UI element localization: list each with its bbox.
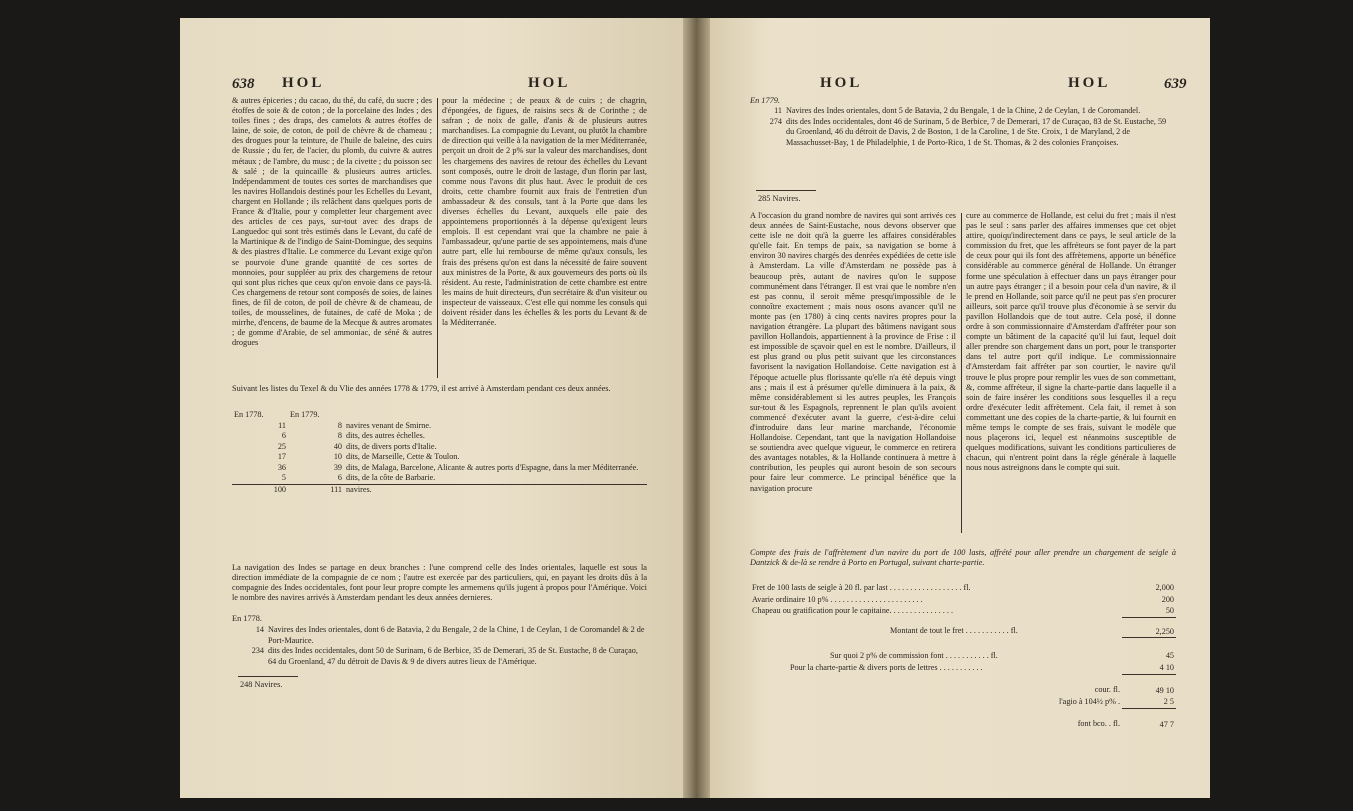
right-col2-text: cure au commerce de Hollande, est celui du fret ; mais il n'est pas le seul : sans parler des affaires immenses que cet objet attire, quoiqu'indirectement dans ce pays, le seul article de la commission du fret, que les affréteurs se font payer de la part de ceux pour qui ils font des affrètemens, apporte un bénéfice considérable au commerce général de Hollande. Un étranger forme une spéculation à effectuer dans un pays étranger pour un autre pays étranger ; il a besoin pour cela d'un navire, & il le prend en Hollande, soit parce qu'il ne peut pas s'en procurer ailleurs, soit parce qu'il trouve plus d'économie à se servir du pavillon Hollandois que de tout autre. Cela posé, il donne ordre à son commissionnaire d'Amsterdam d'affréter pour son compte un bâtiment de la capacité qu'il lui faut, lequel doit aller prendre son chargement dans un port, pour le transporter dans tel autre port qu'il indique. Le commissionnaire d'Amsterdam fait affréter par son courtier, le navire qu'il trouve le plus propre pour remplir les vues de son commettant, &, comme affréteur, il signe la charte-partie dans laquelle il a soin de faire insérer les conditions sous lesquelles il a reçu ordre d'exécuter ledit affrètement. Cela fait, il remet à son commettant une des copies de la charte-partie, & lui fournit en même temps le compte de ses frais, suivant le modèle que nous plaçerons ici, lequel est néanmoins susceptible de quelques modifications, suivant les conditions particulieres de chacun, qui n'entrent point dans la régle générale à laquelle nous nous astreignons dans le compte qui suit. [966, 211, 1176, 473]
list-item: 11 Navires des Indes orientales, dont 5 de Batavia, 2 du Bengale, 1 de la Chine, 2 de Ceylan, 1 de Coromandel. [774, 106, 1141, 115]
running-header-right-2: HOL [1068, 75, 1111, 91]
account-table [750, 582, 1176, 730]
account-title: Compte des frais de l'affrètement d'un navire du port de 100 lasts, affrété pour aller prendre un chargement de seigle à Dantzick & de-là se rendre à Porto en Portugal, suivant charte-partie. [750, 548, 1176, 568]
year-1779-label: En 1779. [750, 96, 780, 105]
list-item: 274 dits des Indes occidentales, dont 46 de Surinam, 5 de Berbice, 7 de Demerari, 17 de Curaçao, 83 de St. Eustache, 59 du Groenland, 46 du détroit de Davis, 2 de Boston, 1 de la Caroline, 1 de Ste. Croix, 1 de Maryland, 2 de Massachusset-Bay, 1 de Philadelphie, 1 de Porto-Rico, 1 de St. Thomas, & 2 des colonies Françoises. [769, 116, 1167, 147]
left-col2-text: pour la médecine ; de peaux & de cuirs ; de chagrin, d'épongées, de figues, de raisins secs & de Corinthe ; de safran ; de noix de galle, d'anis & de plusieurs autres marchandises. La compagnie du Levant, ou plutôt la chambre de direction qui veille à la navigation de la mer Méditerranée, perçoit un droit de 2 p% sur la valeur des marchandises, dont les chargemens des navires de retour des échelles du Levant sont composés, outre le droit de lastage, d'un florin par last, comme nous l'avons dit plus haut. Avec le produit de ces droits, cette chambre fournit aux frais de l'entretien d'un ambassadeur & des consuls, tant à la Porte que dans les diverses échelles du Levant, auxquels elle paie des appointemens proportionnés à la dépense qu'exigent leurs emplois. Il est cependant vrai que la chambre ne paie à l'ambassadeur, qu'une partie de ses appointemens, mais d'une autre part, elle lui rembourse de même qu'aux consuls, les frais des présens qu'on est dans la nécessité de faire souvent aux ministres de la Porte, & aux gouverneurs des ports où ils résident. Au reste, l'administration de cette chambre est entre les mains de huit directeurs, d'un secrétaire & d'un visiteur ou inspecteur de vaisseaux. C'est elle qui nomme les consuls qui doivent résider dans les échelles & les ports du Levant & de la Méditerranée. [442, 96, 647, 328]
indes-paragraph: La navigation des Indes se partage en deux branches : l'une comprend celle des Indes orientales, laquelle est sous la direction immédiate de la compagnie de ce nom ; l'autre est exercée par des particuliers, qui, en payant les droits dûs à la compagnie des Indes occidentales, font pour leur propre compte les armemens qu'ils jugent à propos pour l'Amérique. Voici le nombre des navires arrivés à Amsterdam pendant les deux années dernieres. [232, 563, 647, 603]
col-head-1778: En 1778. [234, 410, 264, 419]
account-cour: cour. fl. 49 10 [1094, 685, 1174, 695]
book-gutter [683, 18, 710, 798]
account-charte: Pour la charte-partie & divers ports de lettres . . . . . . . . . . . 4 10 [750, 662, 1176, 674]
table-row: 25 40 dits, de divers ports d'Italie. [277, 441, 437, 451]
entries-1779 [756, 106, 1176, 148]
table-header-row [232, 410, 647, 421]
total-rule-1779 [756, 190, 816, 191]
table-row: 6 8 dits, des autres échelles. [281, 431, 425, 440]
table-intro: Suivant les listes du Texel & du Vlie des années 1778 & 1779, il est arrivé à Amsterdam pendant ces deux années. [232, 384, 611, 393]
table-row: 11 8 navires venant de Smirne. [278, 420, 432, 430]
table-row: 36 39 dits, de Malaga, Barcelone, Alicante & autres ports d'Espagne, dans la mer Méditerranée. [277, 462, 639, 472]
account-commission: Sur quoi 2 p% de commission font . . . . . . . . . . . fl. 45 [830, 650, 1174, 661]
total-1779: 285 Navires. [758, 194, 801, 203]
list-item: 14 Navires des Indes orientales, dont 6 de Batavia, 2 du Bengale, 2 de la Chine, 1 de Ceylan, 1 de Coromandel & 2 de Port-Maurice. [255, 625, 645, 645]
entries-1778 [238, 625, 648, 667]
column-divider [961, 213, 962, 533]
account-line: Fret de 100 lasts de seigle à 20 fl. par last . . . . . . . . . . . . . . . . . . fl. 2,000 [752, 583, 1174, 592]
total-1778: 248 Navires. [240, 680, 283, 689]
column-divider [437, 98, 438, 378]
page-number-left: 638 [232, 76, 255, 92]
left-col1-text: & autres épiceries ; du cacao, du thé, du café, du sucre ; des étoffes de soie & de coton ; de la porcelaine des Indes ; des toiles fines ; des draps, des camelots & autres étoffes de laine, de soie, de coton, de poil de chèvre & de chameau ; des drogues pour la teinture, de l'huile de baleine, des cuirs de Russie ; du fer, de l'acier, du plomb, du cuivre & autres métaux ; de l'ambre, du musc ; de la civette ; du poisson sec & salé ; de la quincaille & plusieurs autres articles. Indépendamment de toutes ces sortes de marchandises que les navires Hollandois destinés pour les Echelles du Levant, chargent en Hollande ; ils relâchent dans quelques ports de France & d'Italie, pour y completter leur chargement avec des articles de ces pays, sur-tout avec des draps de Languedoc qui sont très estimés dans le Levant, du café de la Martinique & de l'indigo de Saint-Domingue, des sequins & des piastres d'Italie. Le commerce du Levant exige qu'on se pourvoie d'une grande quantité de ces sortes de monnoies, pour suppléer au prix des chargemens de retour qui sont plus riches que ceux qu'on envoie dans ce pays-là. Ces chargemens de retour sont composés de soies, de laines fines, de fil de coton, de poil de chèvre & de chameau, de toiles, de mousselines, de futaines, de café de Moka ; de mirrhe, d'encens, de baume de la Mecque & autres aromates ; de gomme d'Arabie, de sel ammoniac, de séné & autres drogues [232, 96, 432, 348]
page-number-right: 639 [1164, 76, 1187, 92]
account-line: Chapeau ou gratification pour le capitaine. . . . . . . . . . . . . . . . 50 [750, 605, 1176, 617]
right-page [710, 18, 1210, 798]
account-subtotal: Montant de tout le fret . . . . . . . . . . . fl. 2,250 [750, 617, 1176, 638]
col-head-1779: En 1779. [290, 410, 320, 419]
list-item: 234 dits des Indes occidentales, dont 50 de Surinam, 6 de Berbice, 35 de Demerari, 35 de St. Eustache, 8 de Curaçao, 64 du Groenland, 47 du détroit de Davis & 9 de divers autres lieux de l'Amérique. [251, 646, 638, 666]
table-row: 5 6 dits, de la côte de Barbarie. [281, 473, 436, 482]
account-agio: l'agio à 104½ p% . 2 5 [750, 696, 1176, 708]
running-header-left-1: HOL [282, 75, 325, 91]
table-row: 17 10 dits, de Marseille, Cette & Toulon. [277, 452, 460, 461]
table-total-row: 100 111 navires. [232, 484, 647, 495]
account-line: Avarie ordinaire 10 p% . . . . . . . . . . . . . . . . . . . . . . . 200 [752, 594, 1174, 604]
left-page [180, 18, 683, 798]
running-header-left-2: HOL [528, 75, 571, 91]
ships-table [232, 410, 647, 495]
running-header-right-1: HOL [820, 75, 863, 91]
account-banco: font bco. . fl. 47 7 [1077, 719, 1174, 729]
year-1778-label: En 1778. [232, 614, 262, 623]
total-rule-1778 [238, 676, 298, 677]
right-col1-text: A l'occasion du grand nombre de navires qui sont arrivés ces deux années de Saint-Eustache, nous devons observer que cette isle ne doit qu'à la guerre les affaires considérables qu'elle fait. En temps de paix, sa navigation se borne à environ 30 navires chargés des denrées expédiées de cette isle à Amsterdam. La ville d'Amsterdam ne possède pas à beaucoup près, autant de navires qu'on le suppose communément dans l'étranger. Il est vrai que le nombre n'en est pas connu, il seroit même presqu'impossible de le connoître exactement ; mais nous osons avancer qu'il ne monte pas (en 1780) à cinq cents navires propres pour la navigation étrangère. La plupart des bâtimens navigant sous pavillon Hollandois, appartiennent à la province de Frise : il est impossible de sçavoir quel en est le nombre. D'ailleurs, il est plus grand ou plus petit suivant que les circonstances favorisent la navigation Hollandoise. Cette navigation est à l'époque actuelle plus florissante qu'elle n'a été depuis vingt ans ; mais il est à présumer qu'elle diminuera à la paix, & même considérablement si les autres peuples, les François sur-tout & les Espagnols, reprennent le plan qu'ils avoient commencé d'exécuter avant la guerre, c'est-à-dire celui d'introduire dans leur marine marchande, l'économie Hollandoise. Cependant, tant que la navigation Hollandoise se soutiendra avec quelque vigueur, le commerce en retirera des avantages notables, & la Hollande continuera à mettre à contribution, les peuples qui auront besoin de son secours pour faire leur commerce. Le principal bénéfice que la navigation procure [750, 211, 956, 493]
